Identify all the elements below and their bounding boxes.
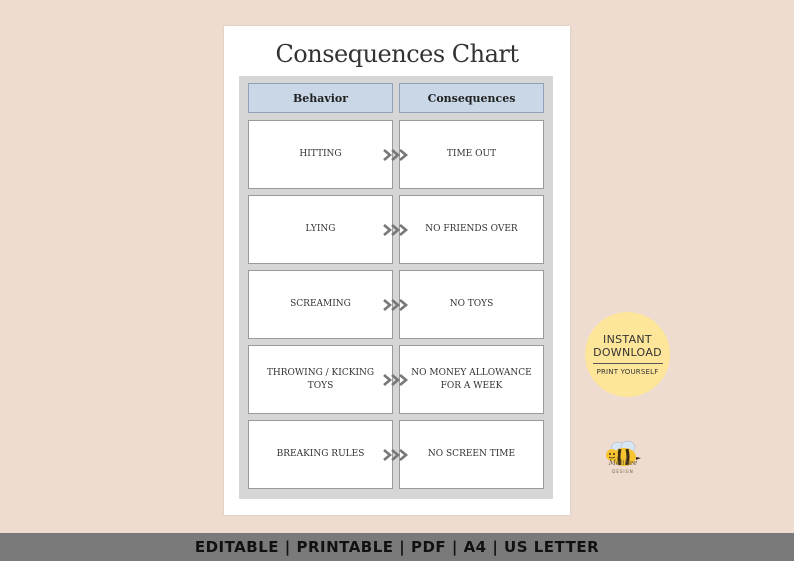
behavior-cell: BREAKING RULES: [248, 420, 393, 489]
chart-sheet: [224, 26, 570, 515]
behavior-cell: SCREAMING: [248, 270, 393, 339]
consequence-cell: TIME OUT: [399, 120, 544, 189]
consequence-cell: NO MONEY ALLOWANCE FOR A WEEK: [399, 345, 544, 414]
triple-chevron-right-icon: [383, 373, 409, 387]
badge-subtext: PRINT YOURSELF: [596, 368, 659, 376]
chart-title: Consequences Chart: [275, 40, 519, 68]
behavior-cell: HITTING: [248, 120, 393, 189]
behavior-header: Behavior: [248, 83, 393, 113]
badge-line-2: DOWNLOAD: [593, 346, 662, 359]
chart-board: [239, 76, 553, 499]
instant-download-badge: [585, 312, 670, 397]
triple-chevron-right-icon: [383, 148, 409, 162]
behavior-cell: LYING: [248, 195, 393, 264]
consequence-cell: NO FRIENDS OVER: [399, 195, 544, 264]
behavior-cell: THROWING / KICKING TOYS: [248, 345, 393, 414]
triple-chevron-right-icon: [383, 298, 409, 312]
logo-subtitle: DESIGN: [612, 469, 634, 474]
triple-chevron-right-icon: [383, 448, 409, 462]
format-banner: EDITABLE | PRINTABLE | PDF | A4 | US LETTER: [0, 533, 794, 561]
logo-name: Melibee: [608, 459, 638, 467]
consequences-header: Consequences: [399, 83, 544, 113]
consequence-cell: NO TOYS: [399, 270, 544, 339]
badge-line-1: INSTANT: [603, 333, 652, 346]
consequence-cell: NO SCREEN TIME: [399, 420, 544, 489]
triple-chevron-right-icon: [383, 223, 409, 237]
badge-divider: [593, 363, 663, 364]
